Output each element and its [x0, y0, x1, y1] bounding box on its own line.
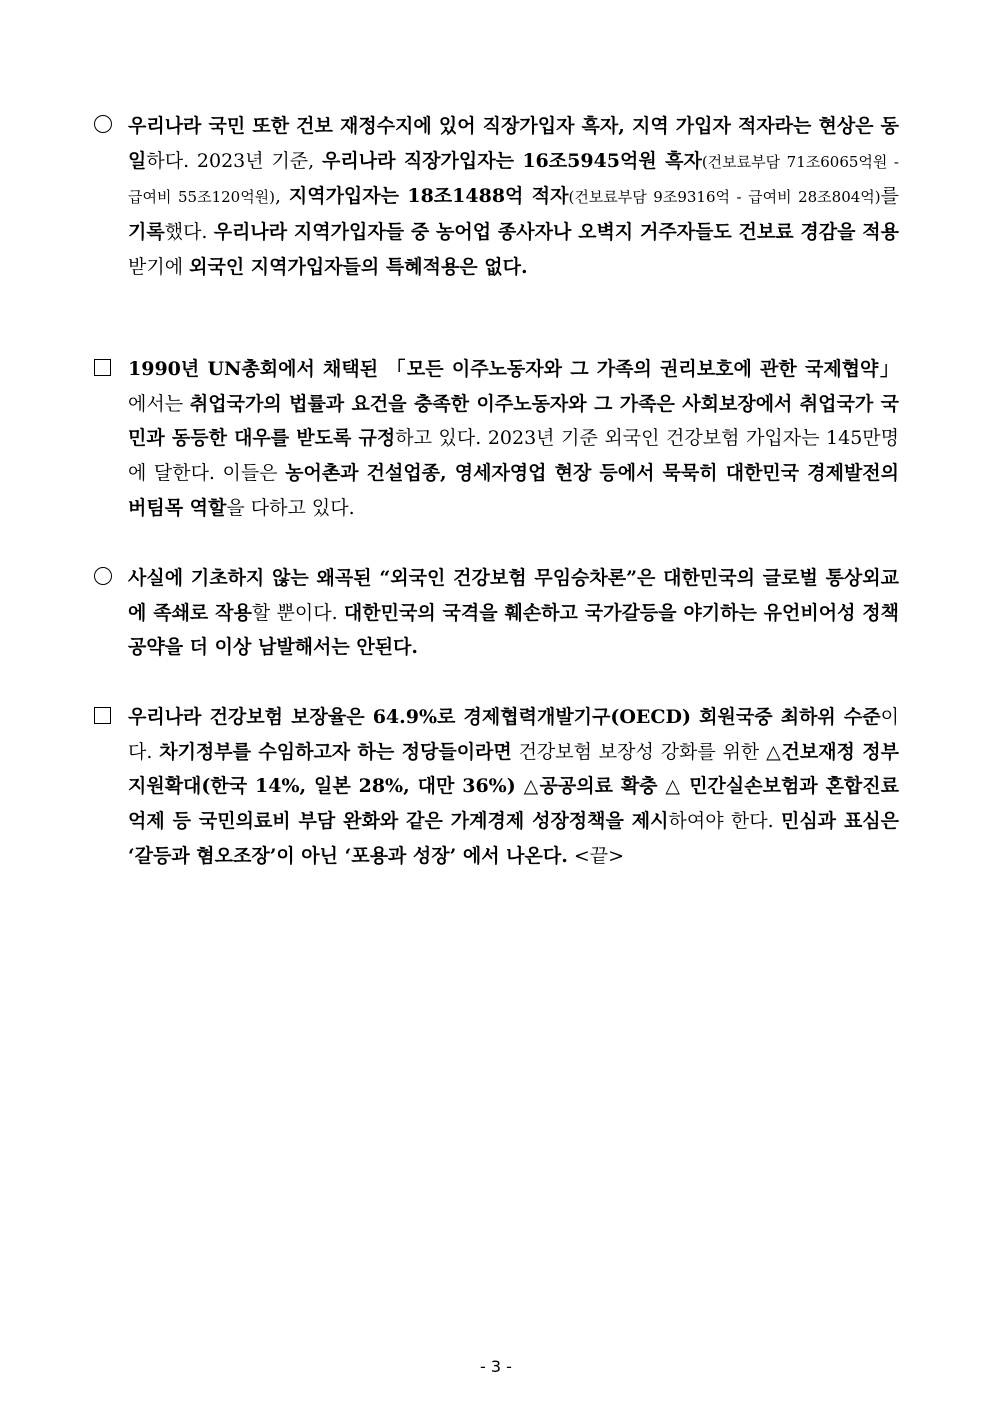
square-bullet — [94, 352, 124, 388]
text-segment: 에서는 — [128, 392, 190, 415]
text-segment: , — [275, 185, 289, 208]
text-segment: 1990년 UN총회에서 채택된 「모든 이주노동자와 그 가족의 권리보호에 관한 국제협약」 — [128, 358, 899, 380]
text-segment: 사실에 기초하지 않는 왜곡된 “외국인 건강보험 무임승차론”은 대한민국의 글로벌 통상외교에 족쇄로 작용 — [128, 567, 899, 624]
paragraph-text — [128, 109, 899, 285]
text-segment: 지역가입자는 18조1488억 적자 — [288, 185, 569, 208]
paragraph-text — [128, 352, 899, 526]
circle-bullet — [94, 561, 124, 597]
paragraph-2 — [94, 352, 899, 526]
text-segment: 외국인 지역가입자들의 특혜적용은 없다. — [189, 255, 528, 278]
circle-bullet — [94, 109, 124, 145]
paragraph-text — [128, 700, 899, 874]
text-segment: 우리나라 직장가입자는 16조5945억원 흑자 — [322, 149, 702, 172]
text-segment: 차기정부를 수임하고자 하는 정당들이라면 — [159, 740, 512, 763]
text-segment: 하여야 한다. — [668, 810, 781, 833]
text-segment: 대한민국의 국격을 훼손하고 국가갈등을 야기하는 유언비어성 정책공약을 더 이상 남발해서는 안된다. — [128, 601, 899, 659]
page-number: - 3 - — [480, 1357, 512, 1376]
text-segment: 기록 — [128, 221, 165, 244]
paragraph-3 — [94, 561, 899, 665]
text-segment: 건강보험 보장성 강화를 위한 — [511, 740, 767, 763]
text-segment: 우리나라 국민 또한 건보 재정수지에 있어 직장가입자 흑자, 지역 가입자 적자라는 현상은 동일 — [128, 115, 899, 172]
text-segment: 이다. — [128, 706, 899, 763]
paragraph-1 — [94, 109, 899, 285]
text-segment: (건보료부담 9조9316억 - 급여비 28조804억) — [568, 188, 881, 207]
text-segment: 우리나라 지역가입자들 중 농어업 종사자나 오벽지 거주자들도 건보료 경감을 적용 — [213, 221, 899, 244]
text-segment: 을 다하고 있다. — [226, 496, 355, 519]
text-segment: 취업국가의 법률과 요건을 충족한 이주노동자와 그 가족은 사회보장에서 취업국가 국민과 동등한 대우를 받도록 규정 — [128, 392, 899, 450]
text-segment: 했다. — [164, 221, 214, 244]
text-segment: 받기에 — [128, 255, 190, 278]
text-segment: 를 — [880, 185, 899, 208]
text-segment: 민심과 표심은 ‘갈등과 혐오조장’이 아닌 ‘포용과 성장’ 에서 나온다. — [128, 810, 900, 867]
paragraph-text — [128, 561, 899, 665]
text-segment: △건보재정 정부지원확대(한국 14%, 일본 28%, 대만 36%) △공공의료 확충 △ 민간실손보험과 혼합진료 억제 등 국민의료비 부담 완화와 같은 가계경제 성장정책을 제시 — [128, 740, 899, 833]
text-segment: <끝> — [567, 844, 625, 867]
text-segment: 하고 있다. 2023년 기준 외국인 건강보험 가입자는 145만명에 달한다. 이들은 — [128, 427, 899, 485]
text-segment: 우리나라 건강보험 보장율은 64.9%로 경제협력개발기구(OECD) 회원국중 최하위 수준 — [128, 706, 881, 728]
text-segment: 할 뿐이다. — [251, 601, 344, 624]
text-segment: 농어촌과 건설업종, 영세자영업 현장 등에서 묵묵히 대한민국 경제발전의 버팀목 역할 — [128, 462, 900, 519]
text-segment: (건보료부담 71조6065억원 - 급여비 55조120억원) — [128, 152, 899, 207]
square-bullet — [94, 700, 124, 736]
text-segment: 하다. 2023년 기준, — [146, 149, 323, 172]
paragraph-4 — [94, 700, 899, 874]
